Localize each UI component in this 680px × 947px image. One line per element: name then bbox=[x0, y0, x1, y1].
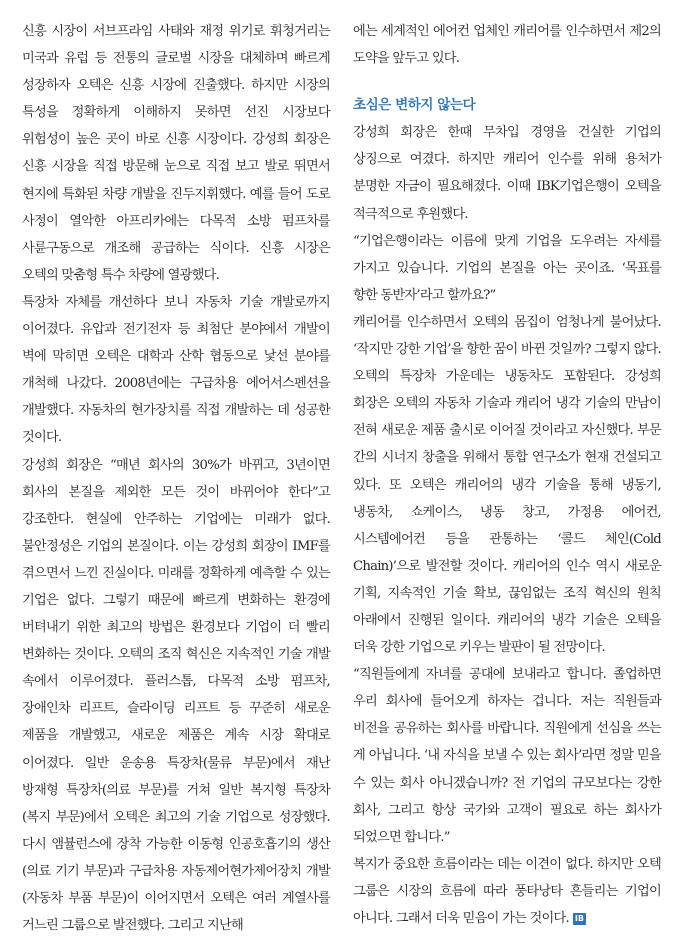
ibk-end-mark-icon: IBK bbox=[572, 913, 584, 935]
closing-paragraph bbox=[353, 851, 661, 935]
section-spacer bbox=[353, 72, 661, 82]
body-paragraph: 캐리어를 인수하면서 오텍의 몸집이 엄청나게 불어났다. ‘작지만 강한 기업’을 향한 꿈이 바뀐 것일까? 그렇지 않다. 오텍의 특장차 가운데는 냉동차도 포함된다. 강성희 회장은 오텍의 자동차 기술과 캐리어 냉각 기술의 만남이 전혀 새로운 제품 출시로 이어질 것이라고 자신했다. 부문 간의 시너지 창출을 위해서 통합 연구소가 현재 건설되고 있다. 또 오텍은 캐리어의 냉각 기술을 통해 냉동기, 냉동차, 쇼케이스, 냉동 창고, 가정용 에어컨, 시스템에어컨 등을 관통하는 ‘콜드 체인(Cold Chain)’으로 발전할 것이다. 캐리어의 인수 역시 새로운 기획, 지속적인 기술 확보, 끊임없는 조직 혁신의 원칙 아래에서 진행된 일이다. 캐리어의 냉각 기술은 오텍을 더욱 강한 기업으로 키우는 발판이 될 전망이다. bbox=[353, 314, 661, 656]
closing-text: 복지가 중요한 흐름이라는 데는 이견이 없다. 하지만 오텍 그룹은 시장의 흐름에 따라 풍타낭타 흔들리는 기업이 아니다. 그래서 더욱 믿음이 가는 것이다. bbox=[353, 856, 661, 926]
left-column bbox=[22, 18, 330, 939]
right-column bbox=[353, 18, 661, 935]
quote-paragraph: “기업은행이라는 이름에 맞게 기업을 도우려는 자세를 가지고 있습니다. 기업의 본질을 아는 곳이죠. ‘목표를 향한 동반자’라고 할까요?” bbox=[353, 233, 661, 303]
body-paragraph: 강성희 회장은 “매년 회사의 30%가 바뀌고, 3년이면 회사의 본질을 제외한 모든 것이 바뀌어야 한다”고 강조한다. 현실에 안주하는 기업에는 미래가 없다. 불안정성은 기업의 본질이다. 이는 강성희 회장이 IMF를 겪으면서 느낀 진실이다. 미래를 정확하게 예측할 수 있는 기업은 없다. 그렇기 때문에 빠르게 변화하는 환경에 버텨내기 위한 최고의 방법은 환경보다 기업이 더 빨리 변화하는 것이다. 오텍의 조직 혁신은 지속적인 기술 개발 속에서 이루어졌다. 플러스톱, 다목적 소방 펌프차, 장애인차 리프트, 슬라이딩 리프트 등 꾸준히 새로운 제품을 개발했고, 새로운 제품은 계속 시장 확대로 이어졌다. 일반 운송용 특장차(물류 부문)에서 재난 방재형 특장차(의료 부문)를 거쳐 일반 복지형 특장차(복지 부문)에서 오텍은 최고의 기술 기업으로 성장했다. 다시 앰뷸런스에 장착 가능한 이동형 인공호흡기의 생산(의료 기기 부문)과 구급차용 자동제어현가제어장치 개발(자동차 부품 부문)이 이어지면서 오텍은 여러 계열사를 거느린 그룹으로 발전했다. 그리고 지난해 bbox=[22, 457, 330, 934]
body-paragraph: 특장차 자체를 개선하다 보니 자동차 기술 개발로까지 이어졌다. 유압과 전기전자 등 최첨단 분야에서 개발이 벽에 막히면 오텍은 대학과 산학 협동으로 낯선 분야를 개척해 나갔다. 2008년에는 구급차용 에어서스펜션을 개발했다. 자동차의 현가장치를 직접 개발하는 데 성공한 것이다. bbox=[22, 294, 330, 446]
section-heading: 초심은 변하지 않는다 bbox=[353, 97, 476, 114]
quote-paragraph: “직원들에게 자녀를 공대에 보내라고 합니다. 졸업하면 우리 회사에 들어오게 하자는 겁니다. 저는 직원들과 비전을 공유하는 회사를 바랍니다. 직원에게 선심을 쓰는 게 아닙니다. ‘내 자식을 보낼 수 있는 회사’라면 정말 믿을 수 있는 회사 아니겠습니까? 전 기업의 규모보다는 강한 회사, 그리고 항상 국가와 고객이 필요로 하는 회사가 되었으면 합니다.” bbox=[353, 667, 661, 845]
body-paragraph: 강성희 회장은 한때 무차입 경영을 건실한 기업의 상징으로 여겼다. 하지만 캐리어 인수를 위해 용처가 분명한 자금이 필요해졌다. 이때 IBK기업은행이 오텍을 적극적으로 후원했다. bbox=[353, 125, 661, 222]
continuation-paragraph: 에는 세계적인 에어컨 업체인 캐리어를 인수하면서 제2의 도약을 앞두고 있다. bbox=[353, 24, 661, 67]
body-paragraph: 신흥 시장이 서브프라임 사태와 재정 위기로 휘청거리는 미국과 유럽 등 전통의 글로벌 시장을 대체하며 빠르게 성장하자 오텍은 신흥 시장에 진출했다. 하지만 시장의 특성을 정확하게 이해하지 못하면 선진 시장보다 위험성이 높은 곳이 바로 신흥 시장이다. 강성희 회장은 신흥 시장을 직접 방문해 눈으로 직접 보고 발로 뛰면서 현지에 특화된 차량 개발을 진두지휘했다. 예를 들어 도로 사정이 열악한 아프리카에는 다목적 소방 펌프차를 사륜구동으로 개조해 공급하는 식이다. 신흥 시장은 오텍의 맞춤형 특수 차량에 열광했다. bbox=[22, 24, 330, 283]
